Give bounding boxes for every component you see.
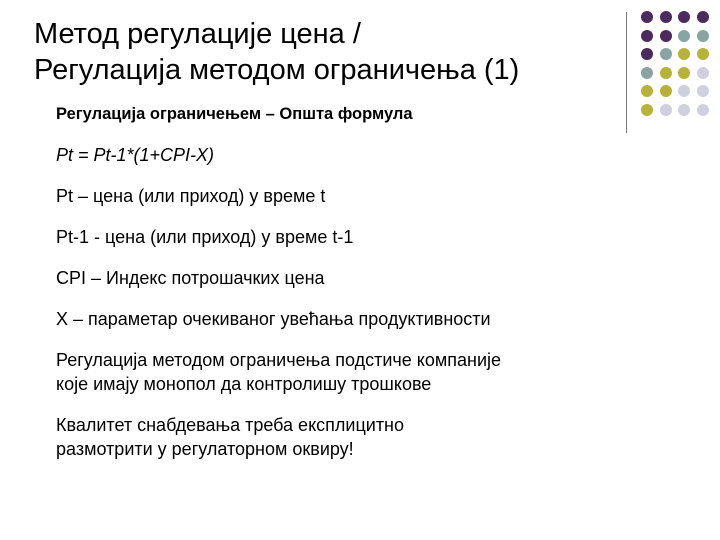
definition-x-text: X – параметар очекиваног увећања продуктивности <box>56 309 491 329</box>
decorative-dot <box>660 30 672 42</box>
quality-statement <box>56 413 616 461</box>
quality-line-1: Квалитет снабдевања треба експлицитно <box>56 415 405 435</box>
definition-pt <box>56 184 616 208</box>
incentive-line-1: Регулација методом ограничења подстиче компаније <box>56 350 502 370</box>
decorative-dot <box>660 48 672 60</box>
decorative-dot <box>641 104 653 116</box>
decorative-dot <box>697 48 709 60</box>
decorative-dot-grid <box>641 11 717 121</box>
slide-body <box>56 102 616 478</box>
decorative-dot <box>697 30 709 42</box>
decorative-dot <box>678 67 690 79</box>
decorative-dot <box>641 48 653 60</box>
decorative-dot <box>660 67 672 79</box>
formula-text: Pt = Pt-1*(1+CPI-X) <box>56 145 215 165</box>
decorative-dot <box>641 30 653 42</box>
slide-title-line-1: Метод регулације цена / <box>34 18 361 50</box>
definition-cpi <box>56 266 616 290</box>
slide-title <box>34 16 614 88</box>
decorative-dot <box>660 85 672 97</box>
decorative-dot <box>641 11 653 23</box>
decorative-dot <box>678 104 690 116</box>
definition-x <box>56 307 616 331</box>
decorative-dot <box>641 67 653 79</box>
decorative-dot <box>660 104 672 116</box>
formula-item <box>56 143 616 167</box>
decorative-dot <box>678 48 690 60</box>
quality-line-2: размотрити у регулаторном оквиру! <box>56 439 354 459</box>
decorative-dot <box>697 85 709 97</box>
decorative-dot <box>641 85 653 97</box>
decorative-dot <box>660 11 672 23</box>
section-subheading: Регулација ограничењем – Општа формула <box>56 105 413 123</box>
definition-pt-1 <box>56 225 616 249</box>
definition-cpi-text: CPI – Индекс потрошачких цена <box>56 268 325 288</box>
decorative-dot <box>697 67 709 79</box>
decorative-dot <box>697 104 709 116</box>
decorative-dot <box>678 85 690 97</box>
decorative-dot <box>697 11 709 23</box>
decorative-dot <box>678 11 690 23</box>
decorative-dot <box>678 30 690 42</box>
incentive-statement <box>56 348 616 396</box>
decorative-vertical-line <box>626 12 627 133</box>
definition-pt-text: Pt – цена (или приход) у време t <box>56 186 326 206</box>
slide-title-line-2: Регулација методом ограничења (1) <box>34 54 520 86</box>
incentive-line-2: које имају монопол да контролишу трошкове <box>56 374 432 394</box>
definition-pt-1-text: Pt-1 - цена (или приход) у време t-1 <box>56 227 354 247</box>
